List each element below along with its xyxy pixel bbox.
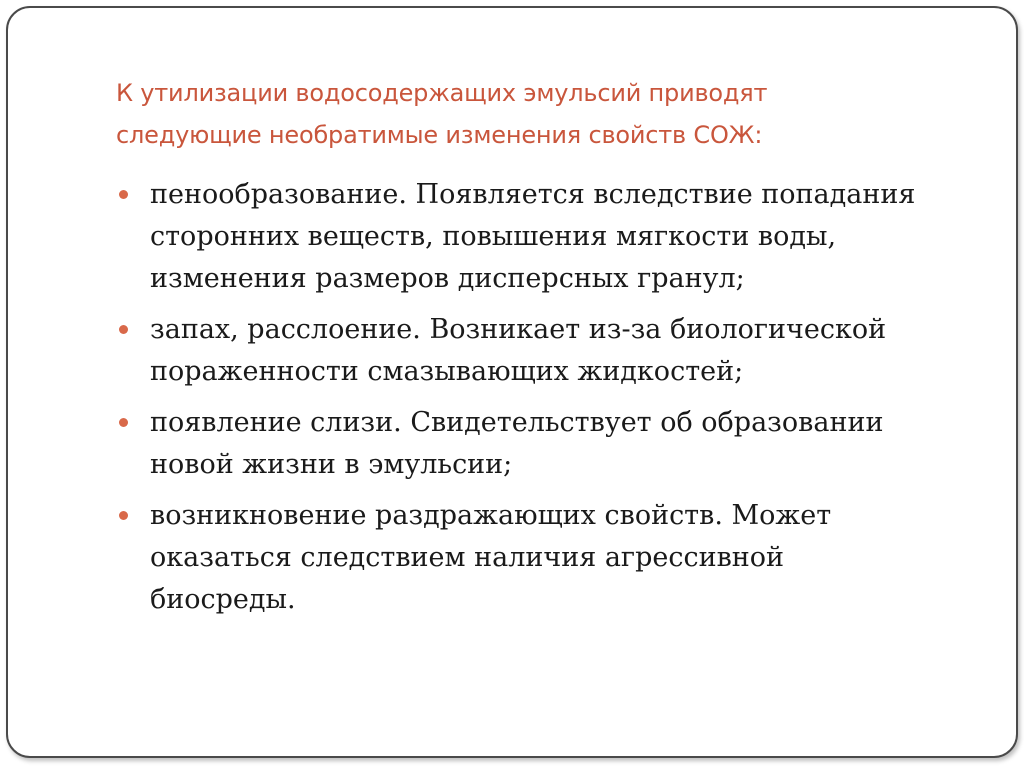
- list-item: [116, 309, 936, 393]
- bullet-text: запах, расслоение. Возникает из-за биологической пораженности смазывающих жидкостей;: [150, 314, 887, 387]
- list-item: [116, 174, 936, 300]
- bullet-text: пенообразование. Появляется вследствие попадания сторонних веществ, повышения мягкости воды, изменения размеров дисперсных гранул;: [150, 179, 916, 294]
- list-item: [116, 495, 936, 621]
- bullet-dot-icon: [119, 325, 128, 334]
- slide-frame: [6, 6, 1018, 758]
- bullet-dot-icon: [119, 511, 128, 520]
- bullet-dot-icon: [119, 418, 128, 427]
- bullet-dot-icon: [119, 190, 128, 199]
- bullet-text: появление слизи. Свидетельствует об образовании новой жизни в эмульсии;: [150, 407, 884, 480]
- list-item: [116, 402, 936, 486]
- slide-title: К утилизации водосодержащих эмульсий приводят следующие необратимые изменения свойств СОЖ:: [116, 79, 768, 149]
- bullet-list: [116, 174, 936, 630]
- bullet-text: возникновение раздражающих свойств. Может оказаться следствием наличия агрессивной биосреды.: [150, 500, 832, 615]
